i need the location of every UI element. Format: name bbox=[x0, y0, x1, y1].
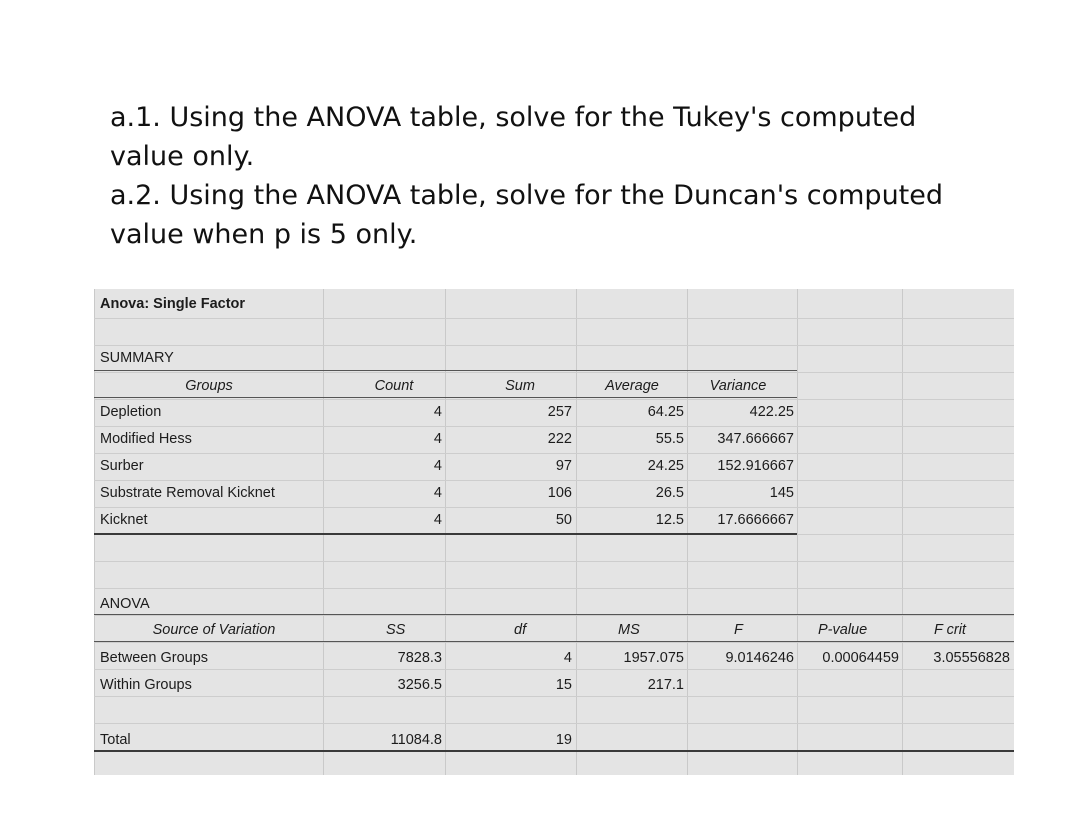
anova-f-crit: 3.05556828 bbox=[933, 650, 1010, 666]
question-line-2: value only. bbox=[110, 141, 255, 172]
grid-line bbox=[445, 289, 446, 775]
summary-sum: 106 bbox=[547, 485, 572, 501]
grid-line bbox=[94, 399, 1014, 400]
header-f: F bbox=[734, 622, 743, 638]
summary-count: 4 bbox=[433, 512, 442, 528]
grid-line bbox=[576, 289, 577, 775]
summary-average: 12.5 bbox=[655, 512, 684, 528]
anova-ss: 7828.3 bbox=[397, 650, 442, 666]
question-text bbox=[110, 98, 1010, 254]
anova-ms: 1957.075 bbox=[623, 650, 684, 666]
header-groups: Groups bbox=[185, 378, 233, 394]
summary-average: 24.25 bbox=[647, 458, 684, 474]
anova-bottom-rule bbox=[94, 750, 1014, 752]
anova-top-rule bbox=[94, 614, 1014, 615]
grid-line bbox=[94, 318, 1014, 319]
anova-ms: 217.1 bbox=[647, 677, 684, 693]
header-ms: MS bbox=[618, 622, 640, 638]
header-source: Source of Variation bbox=[152, 622, 276, 638]
grid-line bbox=[94, 372, 1014, 373]
header-ss: SS bbox=[386, 622, 406, 638]
anova-p-value: 0.00064459 bbox=[822, 650, 899, 666]
anova-total-label: Total bbox=[100, 732, 131, 748]
summary-average: 55.5 bbox=[655, 431, 684, 447]
summary-average: 26.5 bbox=[655, 485, 684, 501]
question-line-3: a.2. Using the ANOVA table, solve for the Duncan's computed bbox=[110, 180, 944, 211]
summary-variance: 145 bbox=[769, 485, 794, 501]
grid-line bbox=[94, 507, 1014, 508]
header-variance: Variance bbox=[709, 378, 767, 394]
summary-sum: 257 bbox=[547, 404, 572, 420]
question-line-4: value when p is 5 only. bbox=[110, 219, 418, 250]
summary-sum: 222 bbox=[547, 431, 572, 447]
grid-line bbox=[94, 289, 95, 775]
grid-line bbox=[94, 345, 1014, 346]
summary-count: 4 bbox=[433, 431, 442, 447]
anova-header-rule bbox=[94, 641, 1014, 642]
question-line-1: a.1. Using the ANOVA table, solve for the Tukey's computed bbox=[110, 102, 917, 133]
anova-f: 9.0146246 bbox=[725, 650, 794, 666]
grid-line bbox=[94, 723, 1014, 724]
sheet-title: Anova: Single Factor bbox=[100, 296, 246, 312]
summary-variance: 422.25 bbox=[749, 404, 794, 420]
summary-group: Substrate Removal Kicknet bbox=[100, 485, 275, 501]
summary-label: SUMMARY bbox=[100, 350, 174, 366]
anova-ss: 3256.5 bbox=[397, 677, 442, 693]
grid-line bbox=[94, 480, 1014, 481]
header-average: Average bbox=[605, 378, 659, 394]
summary-count: 4 bbox=[433, 404, 442, 420]
summary-variance: 17.6666667 bbox=[717, 512, 794, 528]
anova-source: Between Groups bbox=[100, 650, 209, 666]
summary-top-rule bbox=[94, 370, 797, 371]
grid-line bbox=[94, 426, 1014, 427]
anova-df: 15 bbox=[555, 677, 572, 693]
summary-count: 4 bbox=[433, 458, 442, 474]
header-count: Count bbox=[374, 378, 414, 394]
grid-line bbox=[94, 696, 1014, 697]
grid-line bbox=[94, 588, 1014, 589]
grid-line bbox=[94, 669, 1014, 670]
anova-df: 4 bbox=[563, 650, 572, 666]
anova-total-ss: 11084.8 bbox=[390, 732, 442, 748]
summary-variance: 347.666667 bbox=[717, 431, 794, 447]
summary-variance: 152.916667 bbox=[717, 458, 794, 474]
grid-line bbox=[94, 615, 1014, 616]
summary-sum: 97 bbox=[555, 458, 572, 474]
summary-sum: 50 bbox=[555, 512, 572, 528]
header-sum: Sum bbox=[505, 378, 535, 394]
grid-line bbox=[323, 289, 324, 775]
grid-line bbox=[797, 289, 798, 775]
grid-line bbox=[687, 289, 688, 775]
summary-group: Depletion bbox=[100, 404, 162, 420]
summary-group: Surber bbox=[100, 458, 144, 474]
grid-line bbox=[902, 289, 903, 775]
anova-label: ANOVA bbox=[100, 596, 150, 612]
summary-average: 64.25 bbox=[647, 404, 684, 420]
grid-line bbox=[94, 642, 1014, 643]
header-f-crit: F crit bbox=[934, 622, 966, 638]
anova-total-df: 19 bbox=[555, 732, 572, 748]
header-df: df bbox=[514, 622, 527, 638]
summary-group: Kicknet bbox=[100, 512, 148, 528]
summary-bottom-rule bbox=[94, 533, 797, 535]
summary-header-rule bbox=[94, 397, 797, 398]
summary-count: 4 bbox=[433, 485, 442, 501]
summary-group: Modified Hess bbox=[100, 431, 192, 447]
spreadsheet-screenshot bbox=[94, 289, 1014, 775]
anova-source: Within Groups bbox=[100, 677, 192, 693]
grid-line bbox=[94, 453, 1014, 454]
header-p-value: P-value bbox=[818, 622, 868, 638]
grid-line bbox=[94, 561, 1014, 562]
